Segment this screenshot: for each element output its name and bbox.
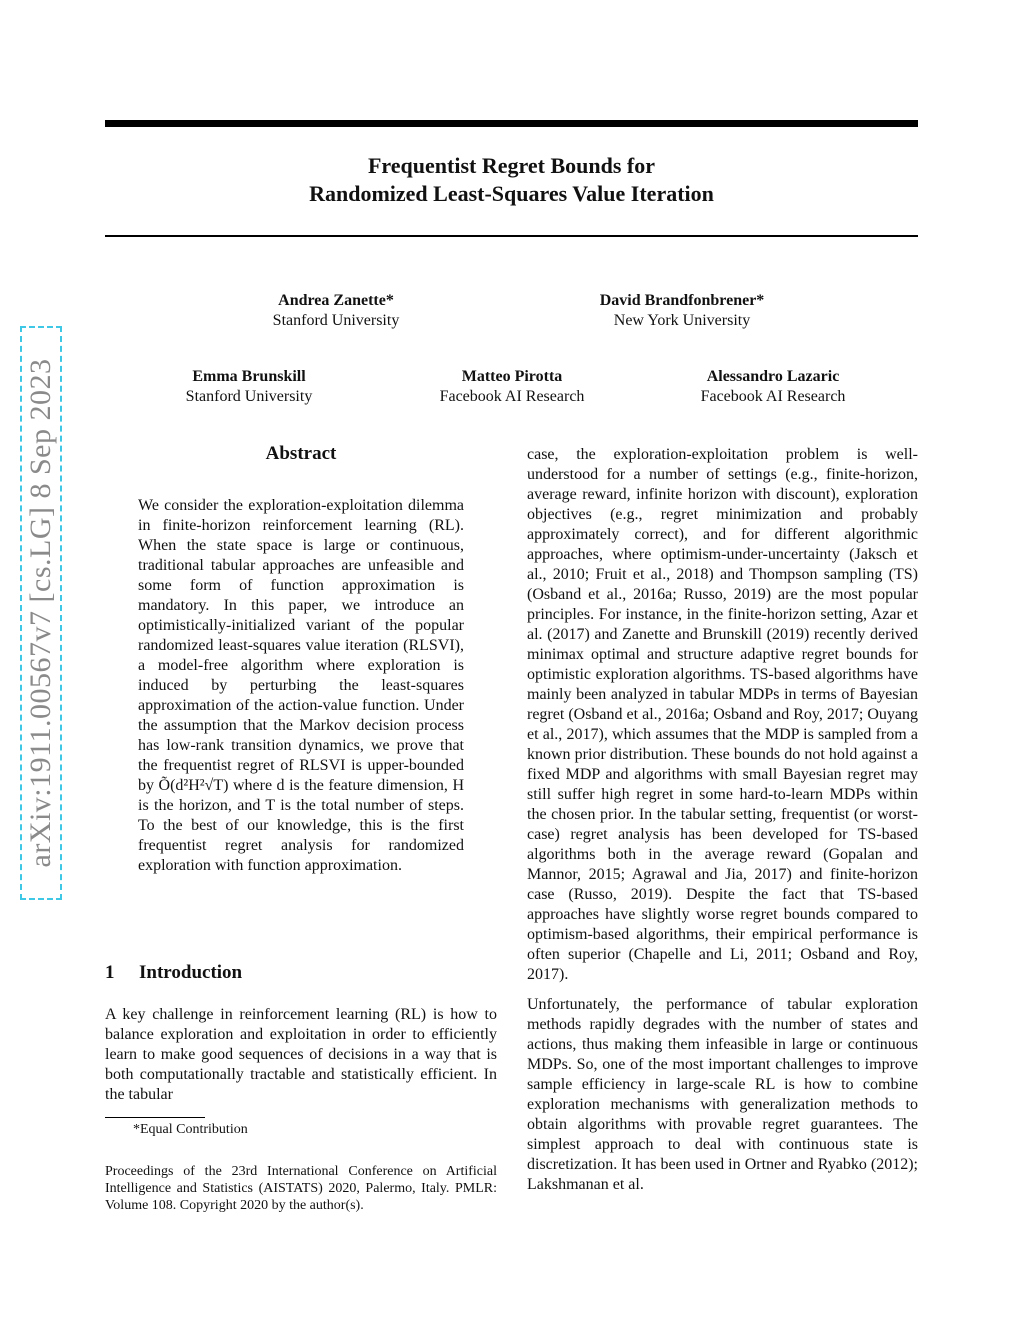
author-block bbox=[412, 367, 612, 407]
arxiv-stamp-link[interactable] bbox=[20, 326, 62, 900]
paper-title bbox=[105, 152, 918, 208]
author-affiliation: Stanford University bbox=[185, 388, 313, 405]
title-line-2: Randomized Least-Squares Value Iteration bbox=[309, 181, 714, 206]
author-name: Andrea Zanette* bbox=[278, 292, 394, 309]
footnote-rule bbox=[105, 1117, 205, 1118]
author-affiliation: Facebook AI Research bbox=[700, 388, 846, 405]
section-title: Introduction bbox=[139, 962, 243, 983]
abstract-heading: Abstract bbox=[265, 443, 337, 464]
author-name: Matteo Pirotta bbox=[461, 368, 563, 385]
top-rule bbox=[105, 120, 918, 127]
author-name: David Brandfonbrener* bbox=[599, 292, 765, 309]
author-block bbox=[562, 291, 802, 331]
right-column bbox=[527, 445, 918, 1205]
footnote-equal-contribution: *Equal Contribution bbox=[133, 1122, 248, 1137]
body-paragraph: case, the exploration-exploitation problem is well-understood for a number of settings (e.g., finite-horizon, average reward, infinite horizon with discount), exploration objectives (e.g., regret minimization and probably approximately correct), and for different algorithmic approaches, where optimism-under-uncertainty (Jaksch et al., 2010; Fruit et al., 2018) and Thompson sampling (TS) (Osband et al., 2016a; Russo, 2019) are the most popular principles. For instance, in the finite-horizon setting, Azar et al. (2017) and Zanette and Brunskill (2019) recently derived minimax optimal and structure adaptive regret bounds for optimistic exploration algorithms. TS-based algorithms have mainly been analyzed in tabular MDPs in terms of Bayesian regret (Osband et al., 2016a; Osband and Roy, 2017; Ouyang et al., 2017), which assumes that the MDP is sampled from a known prior distribution. These bounds do not hold against a fixed MDP and algorithms with small Bayesian regret may still suffer high regret in some hard-to-learn MDPs within the chosen prior. In the tabular setting, frequentist (or worst-case) regret analysis has been developed for TS-based algorithms both in the average reward (Gopalan and Mannor, 2015; Agrawal and Jia, 2017) and finite-horizon case (Russo, 2019). Despite the fact that TS-based approaches have slightly worse regret bounds compared to optimism-based algorithms, their empirical performance is often superior (Chapelle and Li, 2011; Osband and Roy, 2017). bbox=[527, 446, 918, 983]
abstract-body: We consider the exploration-exploitation dilemma in finite-horizon reinforcement learning (RL). When the state space is large or continuous, traditional tabular approaches are unfeasible and some form of function approximation is mandatory. In this paper, we introduce an optimistically-initialized variant of the popular randomized least-squares value iteration (RLSVI), a model-free algorithm where exploration is induced by perturbing the least-squares approximation of the action-value function. Under the assumption that the Markov decision process has low-rank transition dynamics, we prove that the frequentist regret of RLSVI is upper-bounded by Õ(d²H²√T) where d is the feature dimension, H is the horizon, and T is the total number of steps. To the best of our knowledge, this is the first frequentist regret analysis for randomized exploration with function approximation. bbox=[138, 497, 464, 874]
intro-paragraph: A key challenge in reinforcement learning (RL) is how to balance exploration and exploitation in order to efficiently learn to make good sequences of decisions in a way that is both computationally tractable and statistically efficient. In the tabular bbox=[105, 1006, 497, 1103]
arxiv-stamp-text: arXiv:1911.00567v7 [cs.LG] 8 Sep 2023 bbox=[24, 358, 57, 868]
author-block bbox=[236, 291, 436, 331]
footnote-proceedings: Proceedings of the 23rd International Conference on Artificial Intelligence and Statistics (AISTATS) 2020, Palermo, Italy. PMLR: Volume 108. Copyright 2020 by the author(s). bbox=[105, 1164, 497, 1213]
author-name: Alessandro Lazaric bbox=[706, 368, 840, 385]
author-affiliation: Facebook AI Research bbox=[439, 388, 585, 405]
author-affiliation: Stanford University bbox=[272, 312, 400, 329]
author-name: Emma Brunskill bbox=[192, 368, 306, 385]
author-block bbox=[149, 367, 349, 407]
author-block bbox=[673, 367, 873, 407]
title-rule bbox=[105, 235, 918, 237]
title-line-1: Frequentist Regret Bounds for bbox=[367, 153, 655, 178]
section-number: 1 bbox=[105, 962, 115, 983]
section-heading bbox=[105, 962, 497, 984]
author-affiliation: New York University bbox=[613, 312, 751, 329]
body-paragraph: Unfortunately, the performance of tabular exploration methods rapidly degrades with the number of states and actions, thus making them infeasible in large or continuous MDPs. So, one of the most important challenges to improve sample efficiency in large-scale RL is how to combine exploration mechanisms with generalization methods to obtain algorithms with provable regret guarantees. The simplest approach to deal with continuous state is discretization. It has been used in Ortner and Ryabko (2012); Lakshmanan et al. bbox=[527, 996, 918, 1193]
